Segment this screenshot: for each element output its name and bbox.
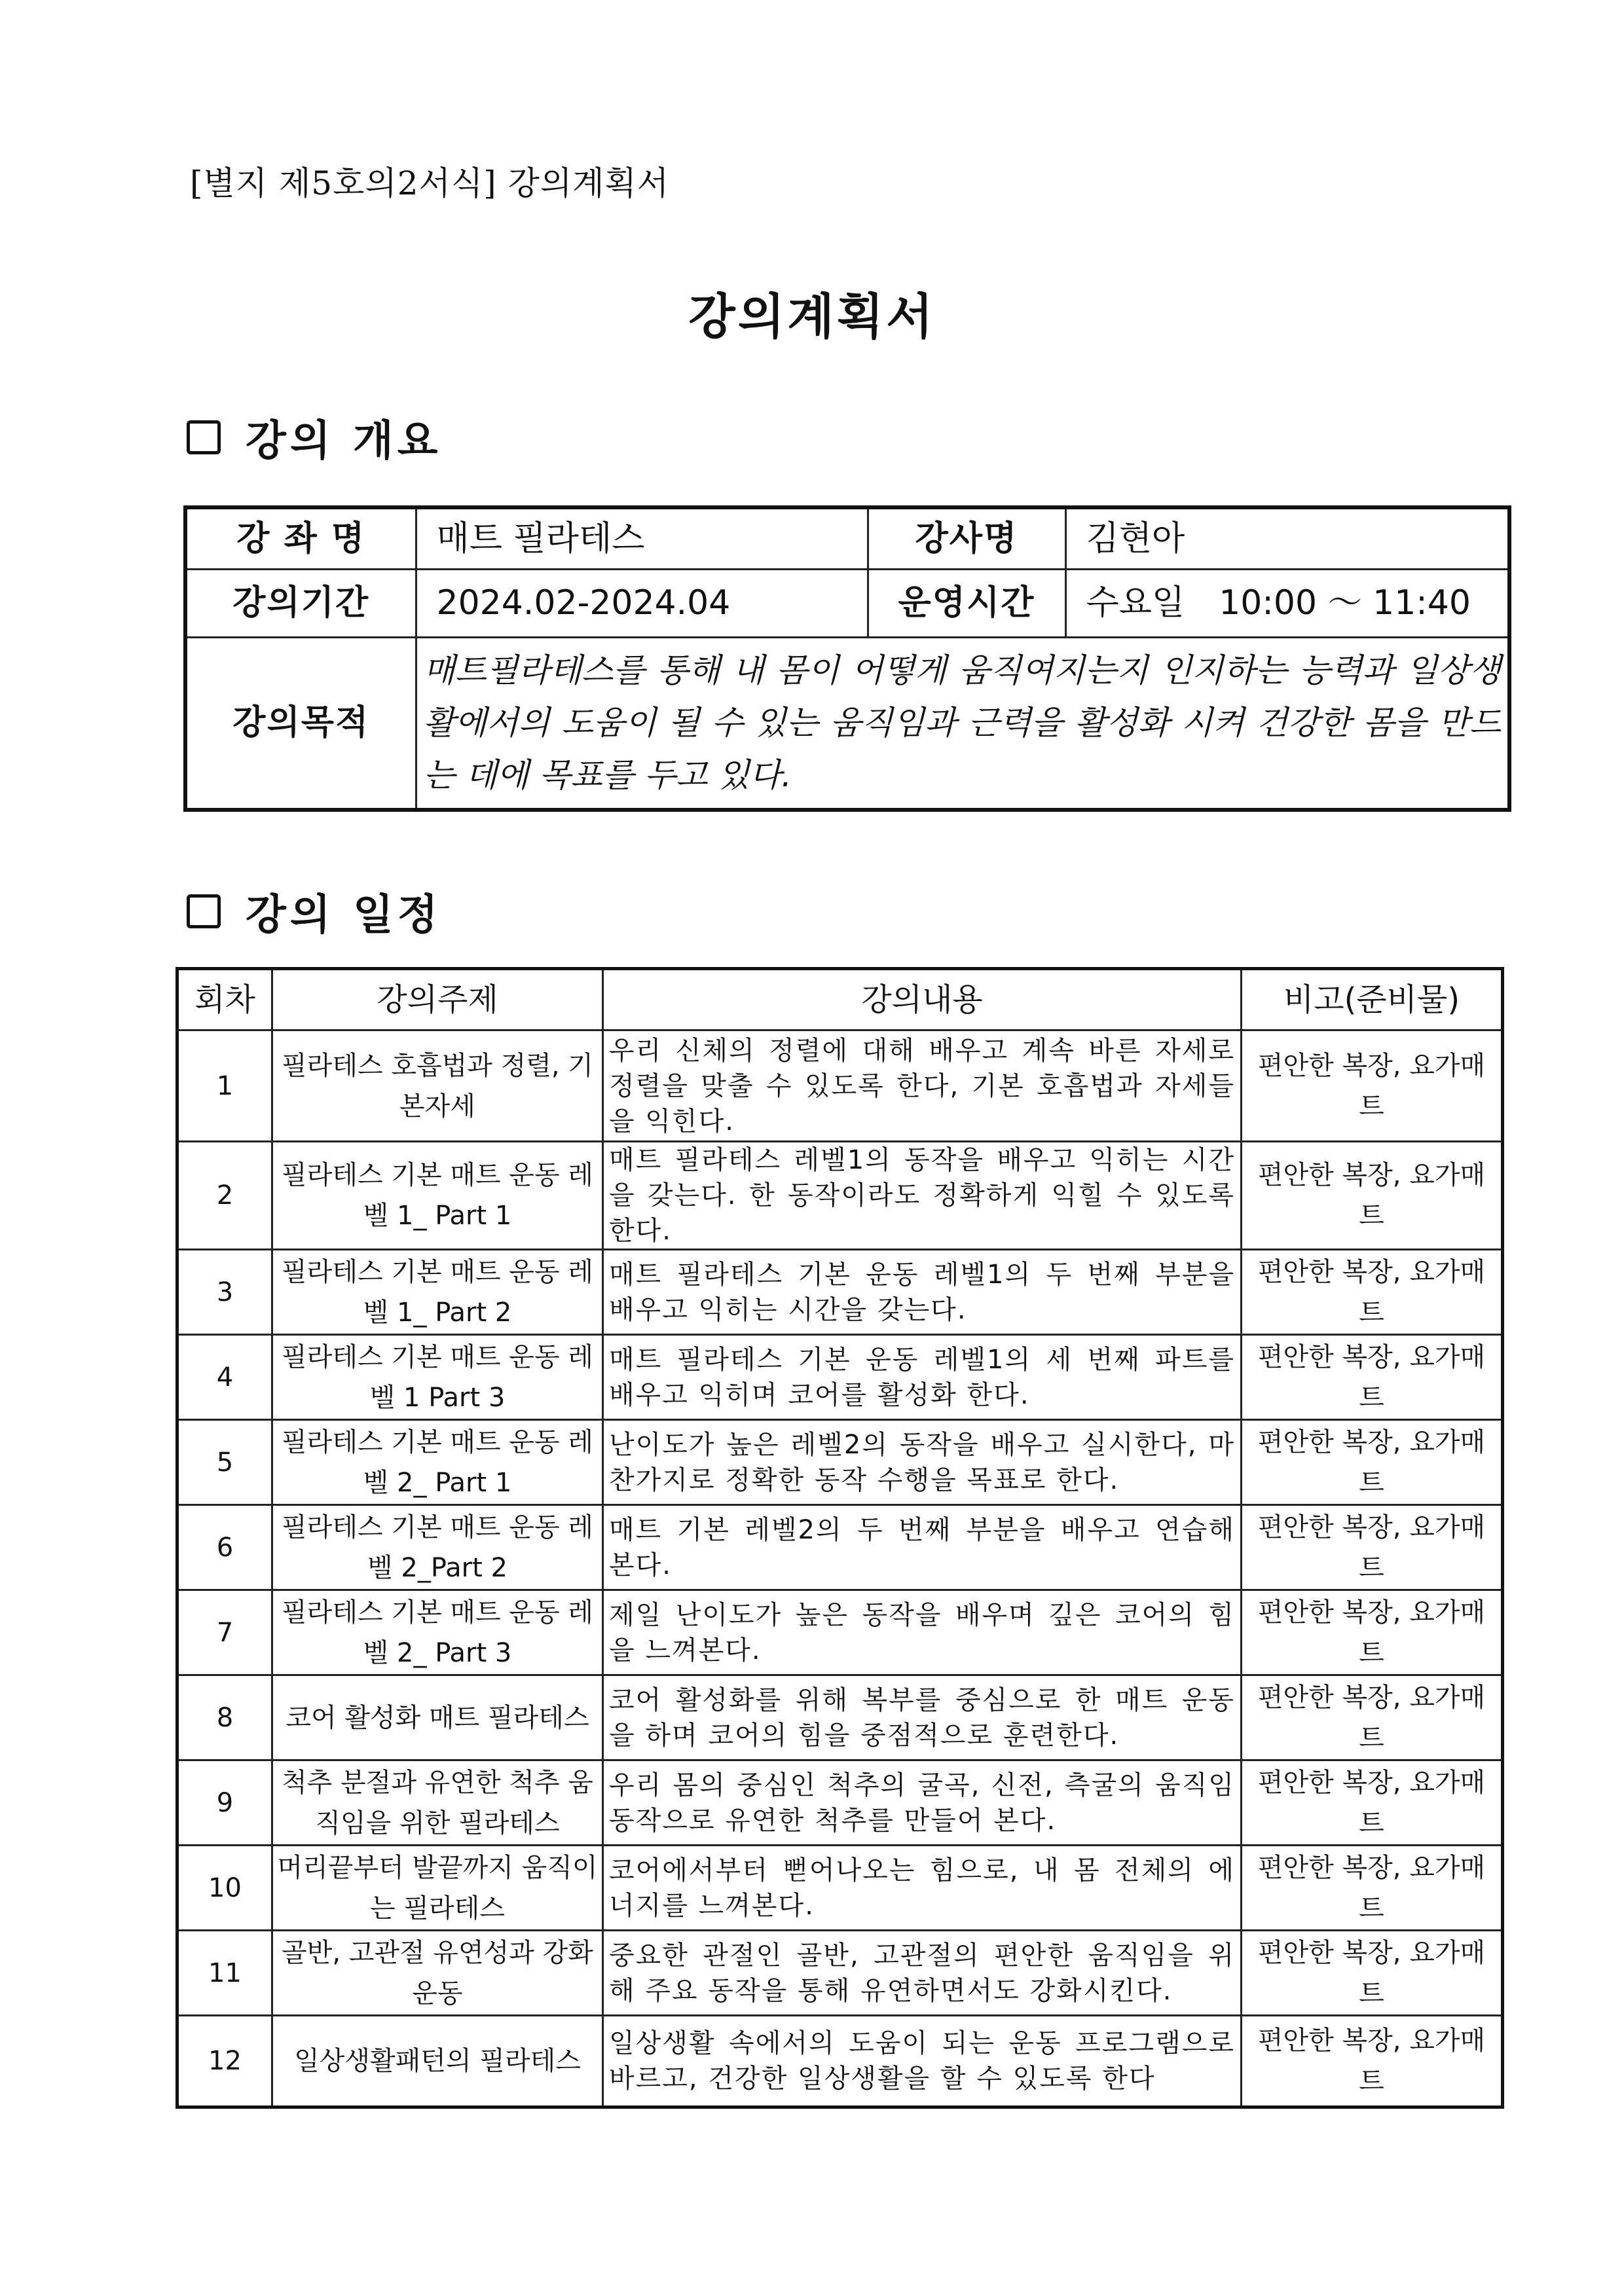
header-session: 회차 [177,969,272,1030]
session-content: 우리 몸의 중심인 척추의 굴곡, 신전, 측굴의 움직임 동작으로 유연한 척추를 만들어 본다. [603,1760,1242,1846]
table-row [177,1760,1503,1846]
session-topic: 필라테스 호흡법과 정렬, 기본자세 [272,1030,603,1142]
session-number: 3 [177,1250,272,1335]
session-topic: 골반, 고관절 유연성과 강화 운동 [272,1931,603,2016]
session-number: 12 [177,2016,272,2107]
session-number: 8 [177,1675,272,1760]
table-row [177,1846,1503,1931]
session-content: 매트 필라테스 레벨1의 동작을 배우고 익히는 시간을 갖는다. 한 동작이라도 정확하게 익힐 수 있도록 한다. [603,1142,1242,1250]
schedule-body [177,1030,1503,2107]
purpose-value: 매트필라테스를 통해 내 몸이 어떻게 움직여지는지 인지하는 능력과 일상생활에서의 도움이 될 수 있는 움직임과 근력을 활성화 시켜 건강한 몸을 만드는 데에 목표를 두고 있다. [416,637,1509,810]
table-row [177,1420,1503,1505]
session-number: 9 [177,1760,272,1846]
session-content: 매트 기본 레벨2의 두 번째 부분을 배우고 연습해 본다. [603,1505,1242,1590]
session-topic: 필라테스 기본 매트 운동 레벨 2_ Part 1 [272,1420,603,1505]
session-content: 매트 필라테스 기본 운동 레벨1의 세 번째 파트를 배우고 익히며 코어를 활성화 한다. [603,1335,1242,1420]
checkbox-icon [187,894,221,928]
session-number: 1 [177,1030,272,1142]
session-content: 코어 활성화를 위해 복부를 중심으로 한 매트 운동을 하며 코어의 힘을 중점적으로 훈련한다. [603,1675,1242,1760]
table-row [177,1250,1503,1335]
table-row [177,1675,1503,1760]
session-content: 일상생활 속에서의 도움이 되는 운동 프로그램으로 바르고, 건강한 일상생활을 할 수 있도록 한다 [603,2016,1242,2107]
table-row [177,1030,1503,1142]
header-content: 강의내용 [603,969,1242,1030]
session-topic: 필라테스 기본 매트 운동 레벨 1_ Part 2 [272,1250,603,1335]
checkbox-icon [187,420,221,454]
table-row [177,1335,1503,1420]
session-topic: 코어 활성화 매트 필라테스 [272,1675,603,1760]
table-row [177,2016,1503,2107]
session-notes: 편안한 복장, 요가매트 [1242,1760,1503,1846]
hours-value: 수요일 10:00 ～ 11:40 [1065,569,1509,637]
session-number: 10 [177,1846,272,1931]
purpose-label: 강의목적 [185,637,416,810]
session-content: 코어에서부터 뻗어나오는 힘으로, 내 몸 전체의 에너지를 느껴본다. [603,1846,1242,1931]
table-row [177,1142,1503,1250]
session-notes: 편안한 복장, 요가매트 [1242,1335,1503,1420]
session-number: 6 [177,1505,272,1590]
form-label: [별지 제5호의2서식] 강의계획서 [190,164,670,202]
session-topic: 일상생활패턴의 필라테스 [272,2016,603,2107]
session-notes: 편안한 복장, 요가매트 [1242,1846,1503,1931]
document-title: 강의계획서 [688,289,936,345]
session-topic: 필라테스 기본 매트 운동 레벨 1_ Part 1 [272,1142,603,1250]
session-number: 5 [177,1420,272,1505]
instructor-value: 김현아 [1065,507,1509,569]
hours-label: 운영시간 [868,569,1065,637]
session-notes: 편안한 복장, 요가매트 [1242,1675,1503,1760]
session-notes: 편안한 복장, 요가매트 [1242,1250,1503,1335]
session-content: 중요한 관절인 골반, 고관절의 편안한 움직임을 위해 주요 동작을 통해 유연하면서도 강화시킨다. [603,1931,1242,2016]
session-number: 11 [177,1931,272,2016]
session-content: 우리 신체의 정렬에 대해 배우고 계속 바른 자세로 정렬을 맞출 수 있도록 한다, 기본 호흡법과 자세들을 익힌다. [603,1030,1242,1142]
table-row [177,1931,1503,2016]
section-heading-schedule [187,881,442,941]
session-notes: 편안한 복장, 요가매트 [1242,1931,1503,2016]
schedule-table [175,967,1504,2109]
session-topic: 필라테스 기본 매트 운동 레벨 2_Part 2 [272,1505,603,1590]
period-value: 2024.02-2024.04 [416,569,868,637]
overview-table [183,505,1511,812]
session-topic: 척추 분절과 유연한 척추 움직임을 위한 필라테스 [272,1760,603,1846]
session-content: 매트 필라테스 기본 운동 레벨1의 두 번째 부분을 배우고 익히는 시간을 갖는다. [603,1250,1242,1335]
session-notes: 편안한 복장, 요가매트 [1242,1420,1503,1505]
session-number: 7 [177,1590,272,1675]
section-title-schedule: 강의 일정 [246,891,442,939]
session-content: 제일 난이도가 높은 동작을 배우며 깊은 코어의 힘을 느껴본다. [603,1590,1242,1675]
session-topic: 머리끝부터 발끝까지 움직이는 필라테스 [272,1846,603,1931]
section-title-overview: 강의 개요 [246,417,442,465]
session-topic: 필라테스 기본 매트 운동 레벨 1 Part 3 [272,1335,603,1420]
table-row [177,1590,1503,1675]
course-name-value: 매트 필라테스 [416,507,868,569]
header-notes: 비고(준비물) [1242,969,1503,1030]
session-notes: 편안한 복장, 요가매트 [1242,1505,1503,1590]
table-row [177,1505,1503,1590]
section-heading-overview [187,407,442,467]
session-notes: 편안한 복장, 요가매트 [1242,1590,1503,1675]
period-label: 강의기간 [185,569,416,637]
session-notes: 편안한 복장, 요가매트 [1242,1030,1503,1142]
session-number: 2 [177,1142,272,1250]
session-notes: 편안한 복장, 요가매트 [1242,2016,1503,2107]
session-content: 난이도가 높은 레벨2의 동작을 배우고 실시한다, 마찬가지로 정확한 동작 수행을 목표로 한다. [603,1420,1242,1505]
session-number: 4 [177,1335,272,1420]
course-name-label: 강 좌 명 [185,507,416,569]
session-topic: 필라테스 기본 매트 운동 레벨 2_ Part 3 [272,1590,603,1675]
instructor-label: 강사명 [868,507,1065,569]
session-notes: 편안한 복장, 요가매트 [1242,1142,1503,1250]
header-topic: 강의주제 [272,969,603,1030]
